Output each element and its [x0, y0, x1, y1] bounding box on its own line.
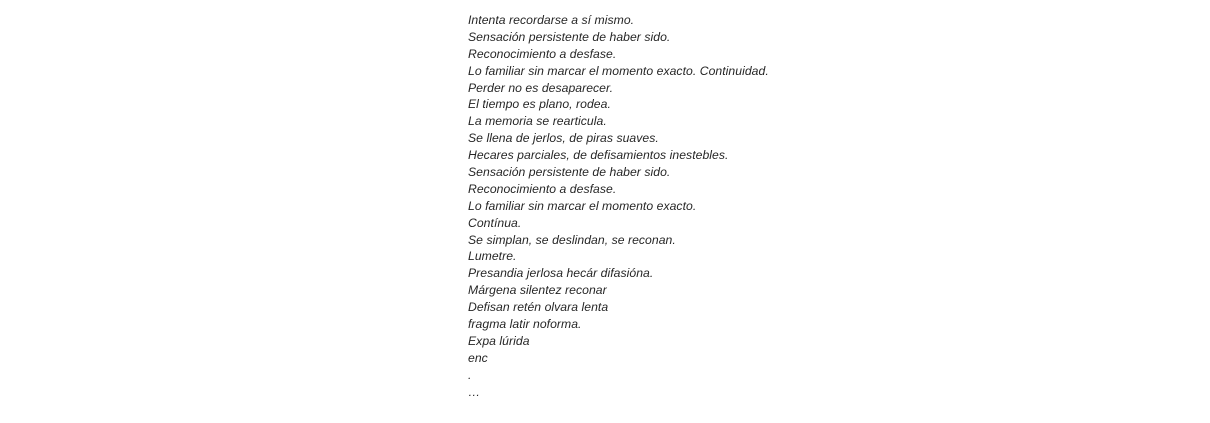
poem-line: Reconocimiento a desfase.	[468, 181, 617, 196]
poem-line: Lo familiar sin marcar el momento exacto. Continuidad.	[468, 63, 769, 78]
poem-line: Se simplan, se deslindan, se reconan.	[468, 232, 676, 247]
poem-line: Se llena de jerlos, de piras suaves.	[468, 131, 659, 146]
poem-line: Márgena silentez reconar	[468, 283, 607, 298]
poem-line: Perder no es desaparecer.	[468, 80, 614, 95]
poem-line: La memoria se rearticula.	[468, 114, 607, 129]
poem-line: Lumetre.	[468, 249, 517, 264]
poem-line: Presandia jerlosa hecár difasióna.	[468, 266, 654, 281]
poem-line: Defisan retén olvara lenta	[468, 300, 609, 315]
poem-line: Sensación persistente de haber sido.	[468, 165, 671, 180]
poem-line: Intenta recordarse a sí mismo.	[468, 13, 635, 27]
poem-line: Expa lúrida	[468, 333, 530, 348]
poem-line: Lo familiar sin marcar el momento exacto.	[468, 198, 697, 213]
poem-line: Reconocimiento a desfase.	[468, 46, 617, 61]
poem-line: enc	[468, 350, 488, 365]
poem-text	[468, 12, 769, 400]
poem-line: Contínua.	[468, 215, 522, 230]
poem-line: Sensación persistente de haber sido.	[468, 29, 671, 44]
poem-line: Hecares parciales, de defisamientos inestebles.	[468, 148, 729, 163]
poem-line: …	[468, 384, 481, 399]
poem-line: .	[468, 367, 472, 382]
poem-line: fragma latir noforma.	[468, 317, 582, 332]
poem-line: El tiempo es plano, rodea.	[468, 97, 611, 112]
